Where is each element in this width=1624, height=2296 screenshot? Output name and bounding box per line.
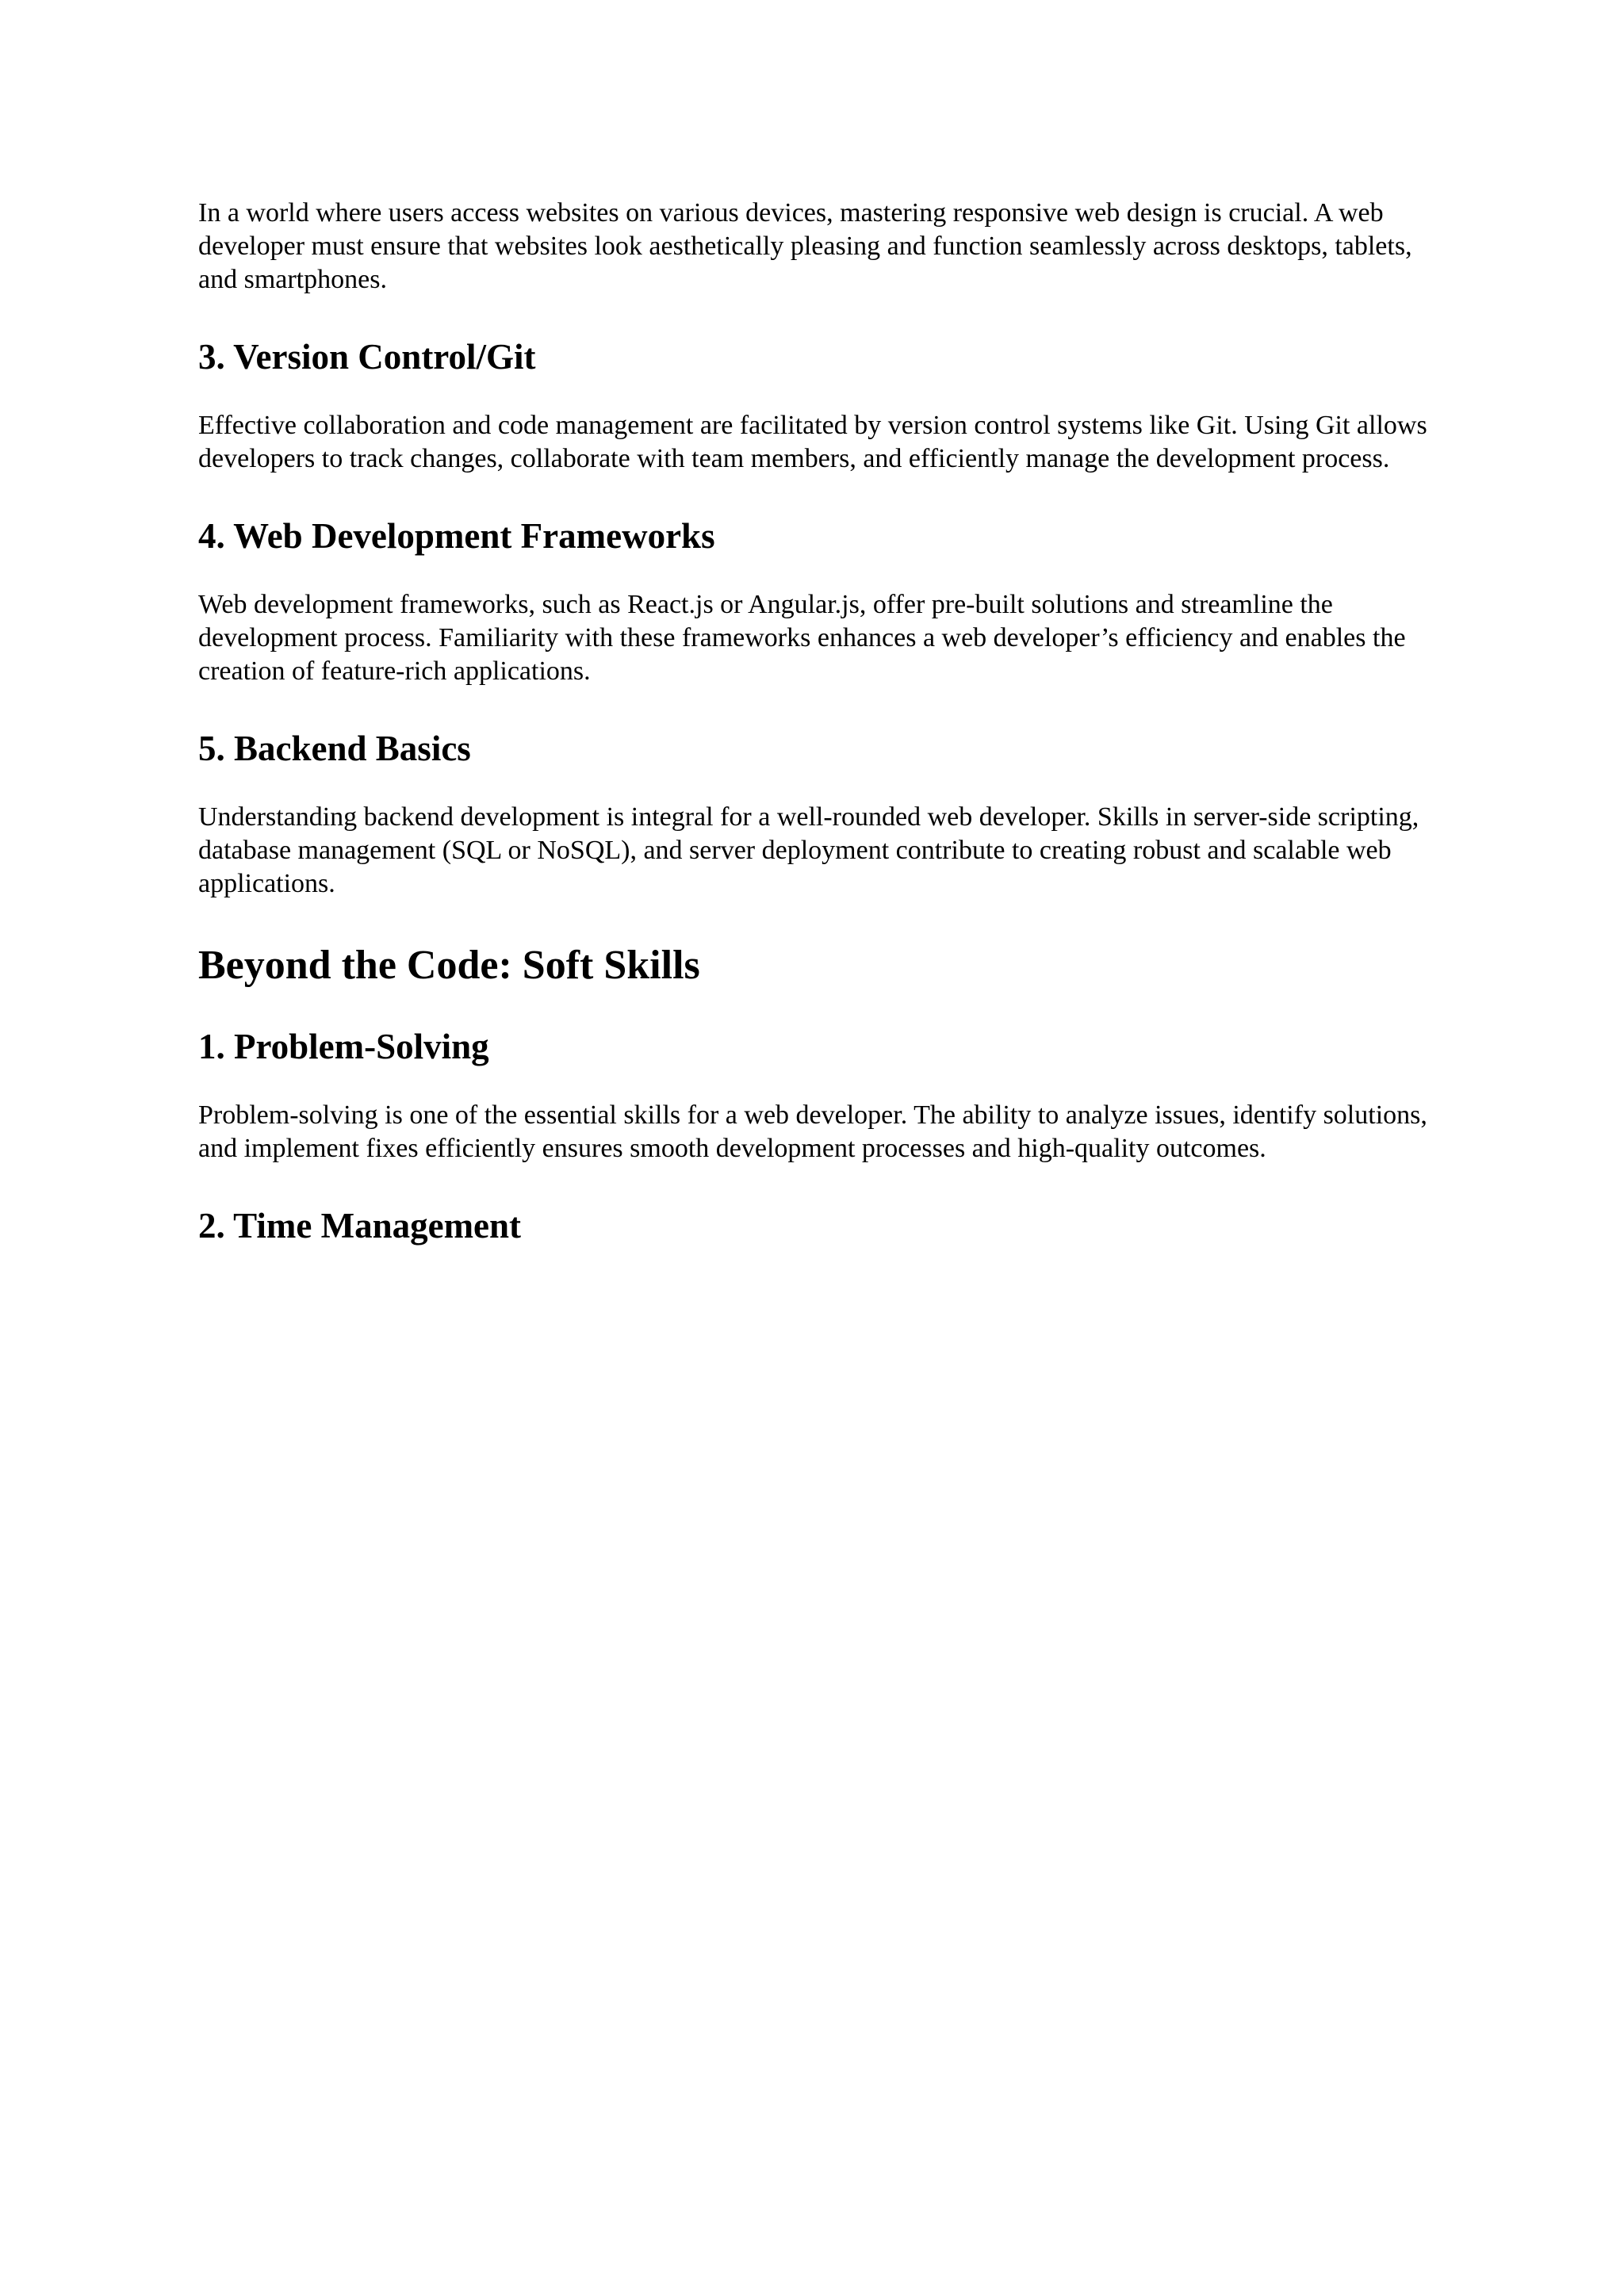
problem-solving-paragraph: Problem-solving is one of the essential skills for a web developer. The ability to analyze issues, identify solutions, and implement fixes efficiently ensures smooth development processes and high-quality outcomes. [198,1100,1427,1163]
frameworks-heading: 4. Web Development Frameworks [198,516,715,556]
version-control-paragraph: Effective collaboration and code management are facilitated by version control systems like Git. Using Git allows developers to track changes, collaborate with team members, and efficiently manage the development process. [198,411,1427,473]
intro-paragraph: In a world where users access websites on various devices, mastering responsive web design is crucial. A web developer must ensure that websites look aesthetically pleasing and function seamlessly across desktops, tablets, and smartphones. [198,198,1412,294]
time-management-heading: 2. Time Management [198,1206,522,1246]
backend-basics-heading: 5. Backend Basics [198,729,471,768]
version-control-heading: 3. Version Control/Git [198,337,536,377]
frameworks-paragraph: Web development frameworks, such as React.js or Angular.js, offer pre-built solutions and streamline the development process. Familiarity with these frameworks enhances a web developer’s efficiency and enables the creation of feature-rich applications. [198,590,1406,686]
soft-skills-heading: Beyond the Code: Soft Skills [198,943,700,988]
document-page [198,197,1443,1246]
problem-solving-heading: 1. Problem-Solving [198,1027,489,1066]
backend-basics-paragraph: Understanding backend development is integral for a well-rounded web developer. Skills in server-side scripting, database management (SQL or NoSQL), and server deployment contribute to creating robust and scalable web applications. [198,802,1419,898]
